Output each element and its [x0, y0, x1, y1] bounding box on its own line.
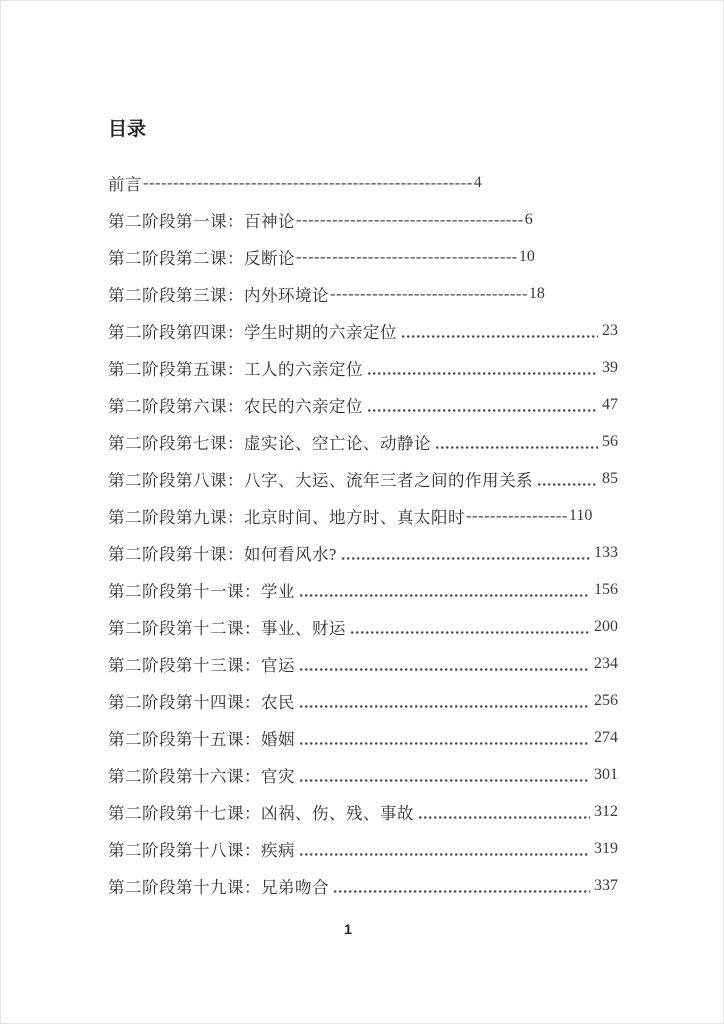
toc-entry-page-number: 274	[594, 728, 618, 746]
dot-leader	[299, 682, 591, 719]
toc-entry	[108, 830, 618, 867]
toc-entry	[108, 312, 618, 349]
toc-entry-page-number: 301	[594, 765, 618, 783]
dot-leader	[299, 830, 591, 867]
toc-entry-page-number: 23	[602, 321, 618, 339]
dot-leader	[418, 793, 591, 830]
dot-leader	[401, 312, 599, 349]
toc-entry-page-number: 133	[594, 543, 618, 561]
toc-entry-page-number: 10	[518, 247, 535, 265]
toc-entry-page-number: 234	[594, 654, 618, 672]
dot-leader	[299, 756, 591, 793]
dot-leader	[367, 386, 599, 423]
toc-entry-title: 前言	[108, 174, 142, 194]
toc-entry-page-number: 6	[524, 210, 533, 228]
toc-entry-title: 第二阶段第十九课：兄弟吻合	[108, 877, 329, 897]
toc-entry-title: 第二阶段第十课：如何看风水?	[108, 544, 337, 564]
toc-entry-title: 第二阶段第三课：内外环境论	[108, 285, 329, 305]
toc-entry	[108, 534, 618, 571]
dash-leader: --------------------------------------	[296, 209, 524, 229]
dot-leader	[299, 645, 591, 682]
toc-entry	[108, 164, 618, 201]
dash-leader: ---------------------------------	[330, 283, 528, 303]
toc-entry-page-number: 156	[594, 580, 618, 598]
dot-leader	[350, 608, 591, 645]
toc-entry	[108, 793, 618, 830]
dash-leader: -------------------------------------------------------	[143, 172, 473, 192]
toc-entry-page-number: 200	[594, 617, 618, 635]
dot-leader	[537, 460, 599, 497]
toc-entry	[108, 386, 618, 423]
toc-entry-page-number: 85	[602, 469, 618, 487]
toc-entry-page-number: 337	[594, 876, 618, 894]
toc-entry-title: 第二阶段第二课：反断论	[108, 248, 295, 268]
toc-entry-page-number: 256	[594, 691, 618, 709]
toc-entry-title: 第二阶段第十六课：官灾	[108, 766, 295, 786]
toc-entry-title: 第二阶段第十五课：婚姻	[108, 729, 295, 749]
toc-entry	[108, 497, 618, 534]
dot-leader	[367, 349, 599, 386]
toc-entry-page-number: 56	[602, 432, 618, 450]
toc-entry-title: 第二阶段第十三课：官运	[108, 655, 295, 675]
dash-leader: -----------------	[466, 505, 568, 525]
toc-entry	[108, 756, 618, 793]
toc-entry-title: 第二阶段第十七课：凶祸、伤、残、事故	[108, 803, 414, 823]
toc-entry-title: 第二阶段第五课：工人的六亲定位	[108, 359, 363, 379]
toc-entry-page-number: 39	[602, 358, 618, 376]
toc-entry	[108, 201, 618, 238]
toc-entry-page-number: 4	[473, 173, 482, 191]
page-title: 目录	[108, 119, 147, 140]
dot-leader	[341, 534, 591, 571]
toc-entry	[108, 719, 618, 756]
toc-content	[108, 120, 618, 904]
toc-entry-title: 第二阶段第四课：学生时期的六亲定位	[108, 322, 397, 342]
footer-page-number: 1	[344, 921, 352, 937]
toc-entry-page-number: 110	[568, 506, 593, 524]
toc-list	[108, 164, 618, 904]
dot-leader	[299, 571, 591, 608]
toc-entry-title: 第二阶段第九课：北京时间、地方时、真太阳时	[108, 507, 465, 527]
toc-entry	[108, 238, 618, 275]
toc-entry-title: 第二阶段第七课：虚实论、空亡论、动静论	[108, 433, 431, 453]
toc-entry	[108, 608, 618, 645]
toc-entry	[108, 571, 618, 608]
dash-leader: -------------------------------------	[296, 246, 518, 266]
toc-entry-title: 第二阶段第十二课：事业、财运	[108, 618, 346, 638]
toc-entry-title: 第二阶段第六课：农民的六亲定位	[108, 396, 363, 416]
toc-entry-title: 第二阶段第十八课：疾病	[108, 840, 295, 860]
toc-entry-page-number: 47	[602, 395, 618, 413]
toc-entry-title: 第二阶段第十一课：学业	[108, 581, 295, 601]
toc-entry-title: 第二阶段第八课：八字、大运、流年三者之间的作用关系	[108, 470, 533, 490]
toc-entry	[108, 275, 618, 312]
dot-leader	[435, 423, 599, 460]
toc-entry-title: 第二阶段第一课：百神论	[108, 211, 295, 231]
toc-entry	[108, 682, 618, 719]
toc-entry-page-number: 319	[594, 839, 618, 857]
toc-entry	[108, 423, 618, 460]
toc-entry	[108, 645, 618, 682]
toc-entry	[108, 460, 618, 497]
toc-entry	[108, 867, 618, 904]
toc-entry-page-number: 18	[528, 284, 545, 302]
toc-entry	[108, 349, 618, 386]
toc-entry-page-number: 312	[594, 802, 618, 820]
dot-leader	[333, 867, 591, 904]
toc-entry-title: 第二阶段第十四课：农民	[108, 692, 295, 712]
dot-leader	[299, 719, 591, 756]
